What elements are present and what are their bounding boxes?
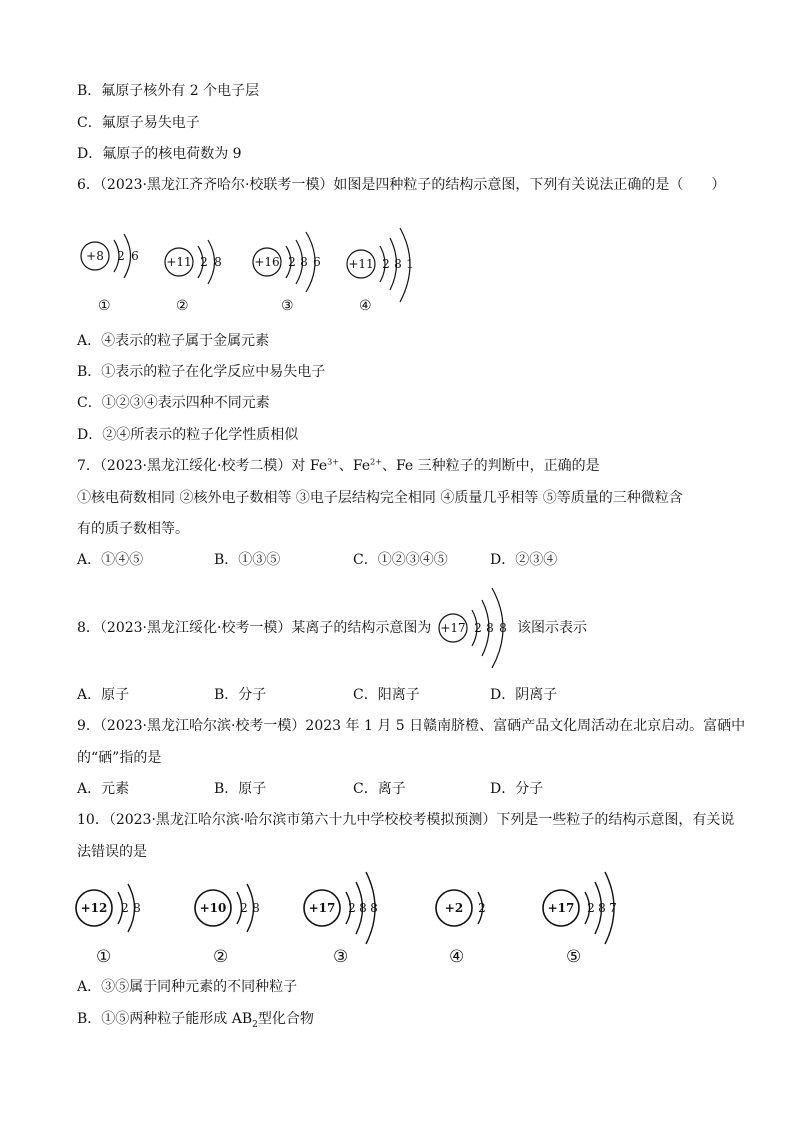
q6-stem: 6．（2023·黑龙江齐齐哈尔·校联考一模）如图是四种粒子的结构示意图，下列有关说法正确的是（ ） <box>77 177 726 193</box>
q10-option-b: B．①⑤两种粒子能形成 $AB_2$型化合物 <box>77 1011 314 1030</box>
q10-diagram-1 <box>74 868 154 952</box>
q7-stem: 7．（2023·黑龙江绥化·校考二模）对 $Fe^{3+}$、$Fe^{2+}$、Fe 三种粒子的判断中，正确的是 <box>77 457 600 474</box>
q10-diagram-label-5: ⑤ <box>566 947 582 967</box>
q9-option-c: C．离子 <box>353 781 406 797</box>
q10-diagram-label-1: ① <box>96 947 112 967</box>
q10-diagram-3 <box>302 868 392 952</box>
shell-electrons: 6 <box>313 255 321 269</box>
q7-option-b: B．①③⑤ <box>214 552 281 568</box>
q6-diagram-2 <box>162 212 242 316</box>
shell-electrons: 8 <box>598 901 606 915</box>
q10-option-a: A．③⑤属于同种元素的不同种粒子 <box>77 979 298 995</box>
q6-option-c: C．①②③④表示四种不同元素 <box>77 395 270 411</box>
q7-statements: ①核电荷数相同 ②核外电子数相等 ③电子层结构完全相同 ④质量几乎相等 ⑤等质量的三种微粒含 <box>77 490 683 506</box>
shell-electrons: 8 <box>214 255 222 269</box>
shell-electrons: 2 <box>240 901 248 915</box>
nucleus-charge: +16 <box>254 255 280 269</box>
q8-option-d: D．阴离子 <box>490 687 558 703</box>
q9-option-b: B．原子 <box>214 781 267 797</box>
shell-electrons: 2 <box>382 257 390 271</box>
q10-stem: 10．（2023·黑龙江哈尔滨·哈尔滨市第六十九中学校校考模拟预测）下列是一些粒子的结构示意图，有关说 <box>77 812 735 828</box>
q10-diagram-4 <box>434 868 504 952</box>
q6-diagram-3 <box>250 212 340 316</box>
nucleus-charge: +11 <box>166 255 192 269</box>
q10-diagram-label-2: ② <box>213 947 229 967</box>
q7-statements-cont: 有的质子数相等。 <box>77 521 189 537</box>
q10-stem-cont: 法错误的是 <box>77 844 147 860</box>
q9-option-d: D．分子 <box>490 781 544 797</box>
q9-option-a: A．元素 <box>77 781 130 797</box>
shell-electrons: 8 <box>370 901 378 915</box>
nucleus-charge: +2 <box>444 901 464 915</box>
q9-stem-cont: 的“硒”指的是 <box>77 750 162 766</box>
q6-option-d: D．②④所表示的粒子化学性质相似 <box>77 427 299 443</box>
q10-diagram-label-4: ④ <box>449 947 465 967</box>
q6-diagram-4 <box>344 212 434 316</box>
shell-electrons: 6 <box>131 249 139 263</box>
shell-electrons: 2 <box>288 255 296 269</box>
q7-option-d: D．②③④ <box>490 552 558 568</box>
shell-electrons: 7 <box>609 901 617 915</box>
nucleus-charge: +17 <box>547 901 575 915</box>
shell-electrons: 8 <box>486 621 494 635</box>
q6-diagram-label-2: ② <box>176 298 189 314</box>
q6-option-b: B．①表示的粒子在化学反应中易失电子 <box>77 364 326 380</box>
q8-stem: 8．（2023·黑龙江绥化·校考一模）某离子的结构示意图为 <box>77 620 432 636</box>
q7-option-a: A．①④⑤ <box>77 552 144 568</box>
shell-electrons: 2 <box>474 621 482 635</box>
q8-diagram <box>436 578 526 682</box>
q5-option-b: B．氟原子核外有 2 个电子层 <box>77 83 260 99</box>
nucleus-charge: +10 <box>199 901 227 915</box>
shell-electrons: 2 <box>121 901 129 915</box>
shell-electrons: 8 <box>300 255 308 269</box>
shell-electrons: 8 <box>499 621 507 635</box>
shell-electrons: 2 <box>478 901 486 915</box>
shell-electrons: 8 <box>394 257 402 271</box>
q5-option-d: D．氟原子的核电荷数为 9 <box>77 146 242 162</box>
q6-diagram-label-3: ③ <box>281 298 294 314</box>
q8-stem-tail: 该图示表示 <box>517 620 587 636</box>
nucleus-charge: +11 <box>348 257 374 271</box>
shell-electrons: 2 <box>348 901 356 915</box>
shell-electrons: 2 <box>587 901 595 915</box>
shell-electrons: 8 <box>133 901 141 915</box>
shell-electrons: 1 <box>406 257 414 271</box>
q8-option-c: C．阳离子 <box>353 687 420 703</box>
shell-electrons: 8 <box>252 901 260 915</box>
q10-diagram-5 <box>541 868 631 952</box>
q9-stem: 9．（2023·黑龙江哈尔滨·校考一模）2023 年 1 月 5 日赣南脐橙、富硒产品文化周活动在北京启动。富硒中 <box>77 718 746 734</box>
nucleus-charge: +17 <box>440 621 466 635</box>
q6-diagram-1 <box>80 208 160 312</box>
nucleus-charge: +8 <box>86 249 104 263</box>
q7-option-c: C．①②③④⑤ <box>353 552 448 568</box>
q6-diagram-label-4: ④ <box>359 298 372 314</box>
nucleus-charge: +12 <box>80 901 108 915</box>
shell-electrons: 2 <box>200 255 208 269</box>
q10-diagram-2 <box>193 868 273 952</box>
shell-electrons: 2 <box>117 249 125 263</box>
q8-option-a: A．原子 <box>77 687 130 703</box>
q6-diagram-label-1: ① <box>98 298 111 314</box>
shell-electrons: 8 <box>359 901 367 915</box>
q6-option-a: A．④表示的粒子属于金属元素 <box>77 333 270 349</box>
nucleus-charge: +17 <box>308 901 336 915</box>
q8-option-b: B．分子 <box>214 687 267 703</box>
q10-diagram-label-3: ③ <box>333 947 349 967</box>
q5-option-c: C．氟原子易失电子 <box>77 115 200 131</box>
